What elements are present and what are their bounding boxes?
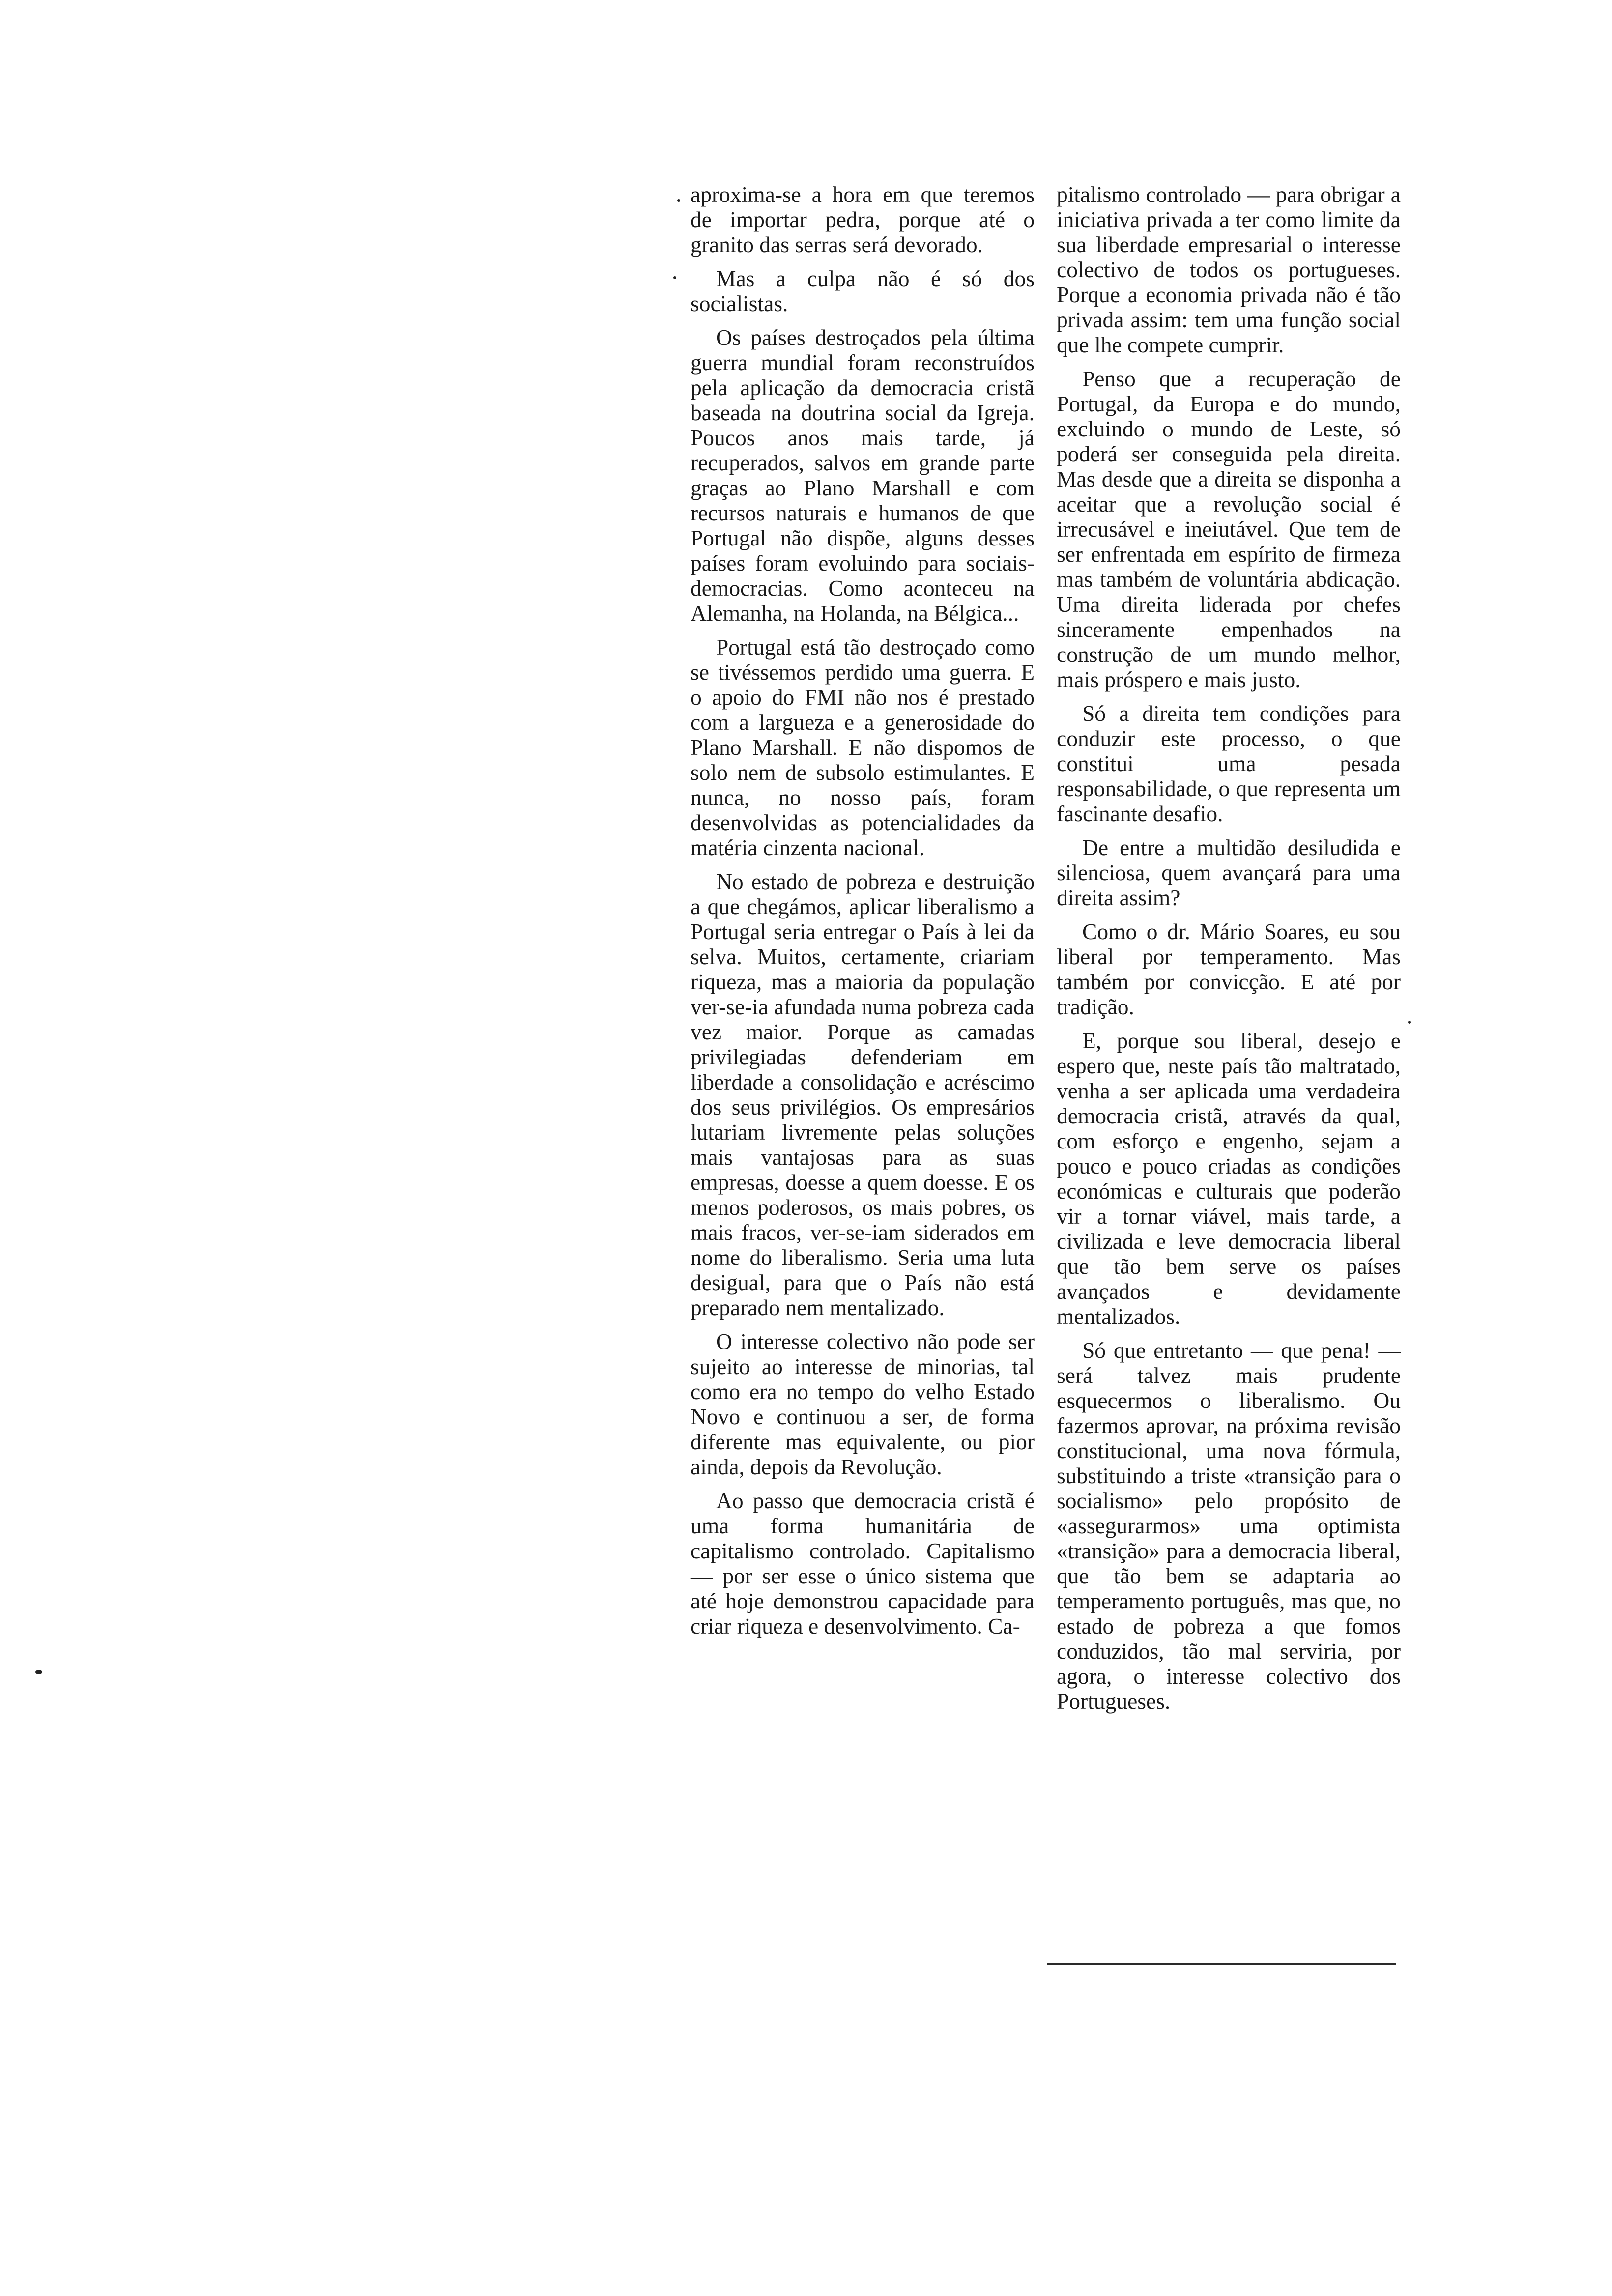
article-column-1 [691, 182, 1035, 1647]
paragraph: Portugal está tão destroçado como se tivéssemos perdido uma guerra. E o apoio do FMI não nos é prestado com a largueza e a generosidade do Plano Marshall. E não dispomos de solo nem de subsolo estimulantes. E nunca, no nosso país, foram desenvolvidas as potencialidades da matéria cinzenta nacional. [691, 634, 1035, 860]
paragraph: No estado de pobreza e destruição a que chegámos, aplicar liberalismo a Portugal seria entregar o País à lei da selva. Muitos, certamente, criariam riqueza, mas a maioria da população ver-se-ia afundada numa pobreza cada vez maior. Porque as camadas privilegiadas defenderiam em liberdade a consolidação e acréscimo dos seus privilégios. Os empresários lutariam livremente pelas soluções mais vantajosas para as suas empresas, doesse a quem doesse. E os menos poderosos, os mais pobres, os mais fracos, ver-se-iam siderados em nome do liberalismo. Seria uma luta desigual, para que o País não está preparado nem mentalizado. [691, 869, 1035, 1320]
scan-speck [35, 1670, 42, 1674]
paragraph: pitalismo controlado — para obrigar a iniciativa privada a ter como limite da sua liberdade empresarial o interesse colectivo de todos os portugueses. Porque a economia privada não é tão privada assim: tem uma função social que lhe compete cumprir. [1057, 182, 1401, 357]
paragraph: Só que entretanto — que pena! — será talvez mais prudente esquecermos o liberalismo. Ou fazermos aprovar, na próxima revisão constitucional, uma nova fórmula, substituindo a triste «transição para o socialismo» pelo propósito de «assegurarmos» uma optimista «transição» para a democracia liberal, que tão bem se adaptaria ao temperamento português, mas que, no estado de pobreza a que fomos conduzidos, tão mal serviria, por agora, o interesse colectivo dos Portugueses. [1057, 1338, 1401, 1714]
paragraph: Ao passo que democracia cristã é uma forma humanitária de capitalismo controlado. Capitalismo — por ser esse o único sistema que até hoje demonstrou capacidade para criar riqueza e desenvolvimento. Ca- [691, 1488, 1035, 1638]
paragraph: Penso que a recuperação de Portugal, da Europa e do mundo, excluindo o mundo de Leste, só poderá ser conseguida pela direita. Mas desde que a direita se disponha a aceitar que a revolução social é irrecusável e ineiutável. Que tem de ser enfrentada em espírito de firmeza mas também de voluntária abdicação. Uma direita liderada por chefes sinceramente empenhados na construção de um mundo melhor, mais próspero e mais justo. [1057, 366, 1401, 692]
rule-gap [978, 1963, 1047, 1965]
paragraph: aproxima-se a hora em que teremos de importar pedra, porque até o granito das serras será devorado. [691, 182, 1035, 257]
paragraph: O interesse colectivo não pode ser sujeito ao interesse de minorias, tal como era no tempo do velho Estado Novo e continuou a ser, de forma diferente mas equivalente, ou pior ainda, depois da Revolução. [691, 1329, 1035, 1479]
paragraph: Como o dr. Mário Soares, eu sou liberal por temperamento. Mas também por convicção. E até por tradição. [1057, 919, 1401, 1019]
scan-speck [1408, 1021, 1411, 1024]
paragraph: Mas a culpa não é só dos socialistas. [691, 266, 1035, 316]
paragraph: Os países destroçados pela última guerra mundial foram reconstruídos pela aplicação da democracia cristã baseada na doutrina social da Igreja. Poucos anos mais tarde, já recuperados, salvos em grande parte graças ao Plano Marshall e com recursos naturais e humanos de que Portugal não dispõe, alguns desses países foram evoluindo para sociais-democracias. Como aconteceu na Alemanha, na Holanda, na Bélgica... [691, 325, 1035, 626]
paragraph: Só a direita tem condições para conduzir este processo, o que constitui uma pesada responsabilidade, o que representa um fascinante desafio. [1057, 701, 1401, 826]
paragraph: E, porque sou liberal, desejo e espero que, neste país tão maltratado, venha a ser aplicada uma verdadeira democracia cristã, através da qual, com esforço e engenho, sejam a pouco e pouco criadas as condições económicas e culturais que poderão vir a tornar viável, mais tarde, a civilizada e leve democracia liberal que tão bem serve os países avançados e devidamente mentalizados. [1057, 1028, 1401, 1329]
article-column-2 [1057, 182, 1401, 1722]
scan-speck [677, 199, 680, 202]
scan-speck [673, 276, 676, 279]
paragraph: De entre a multidão desiludida e silenciosa, quem avançará para uma direita assim? [1057, 835, 1401, 910]
